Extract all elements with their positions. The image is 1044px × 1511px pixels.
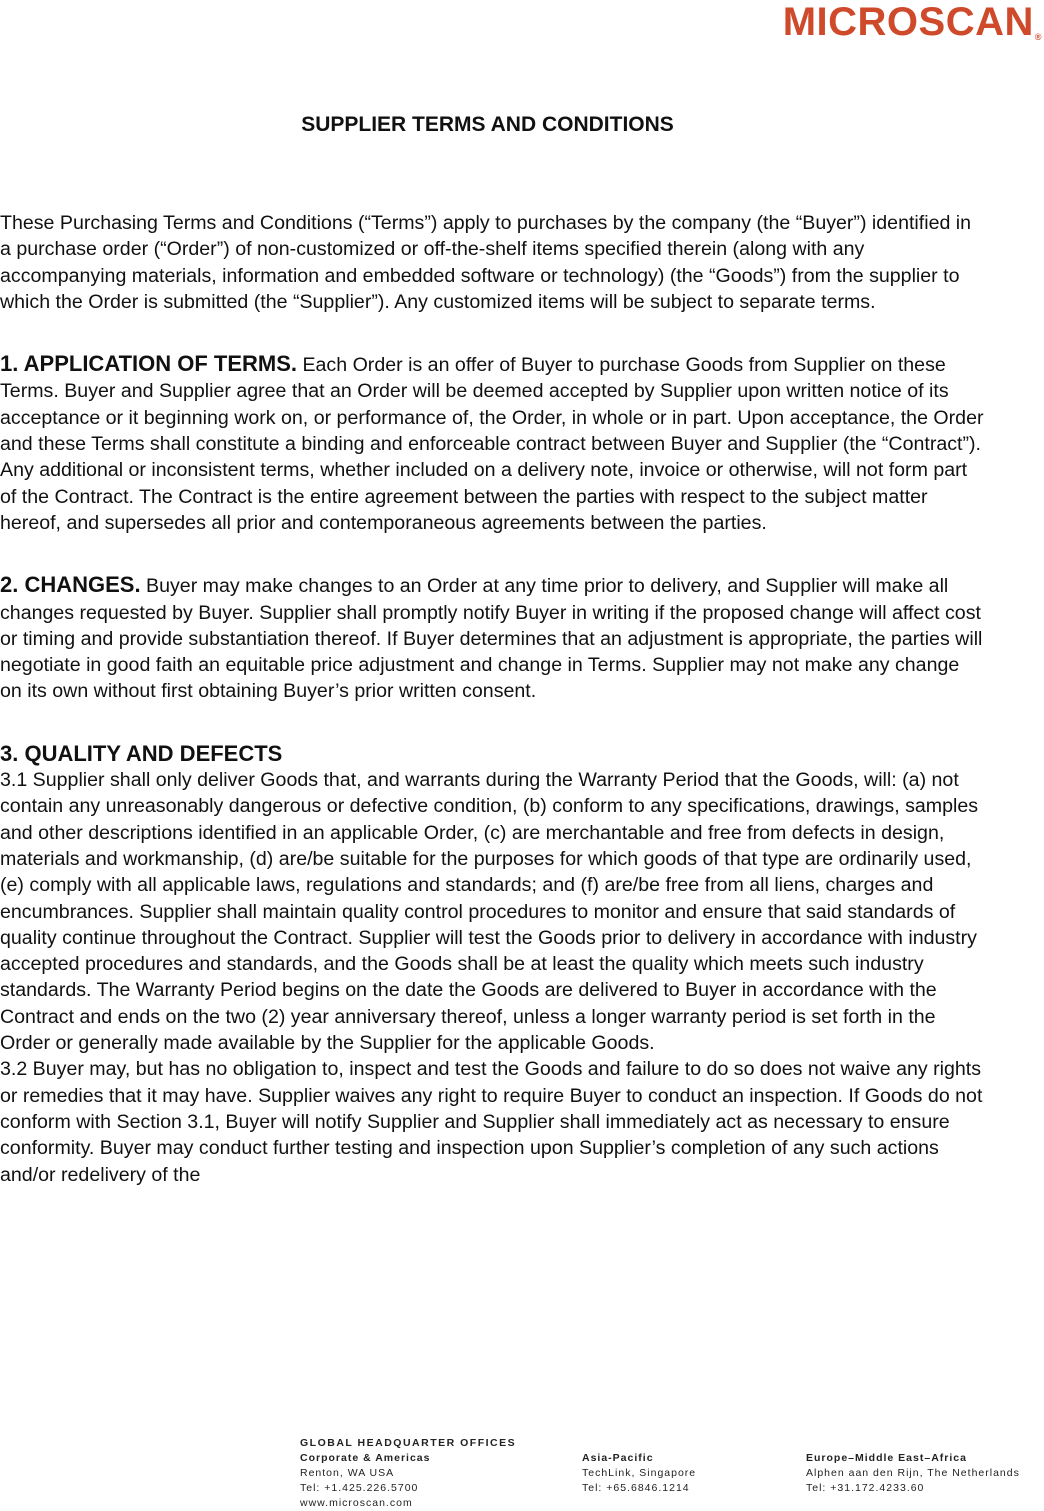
document-body	[0, 210, 985, 1188]
section-body: Each Order is an offer of Buyer to purchase Goods from Supplier on these Terms. Buyer and Supplier agree that an Order will be deemed accepted by Supplier upon written notice of its acceptance or it beginning work on, or performance of, the Order, in whole or in part. Upon acceptance, the Order and these Terms shall constitute a binding and enforceable contract between Buyer and Supplier (the “Contract”). Any additional or inconsistent terms, whether included on a delivery note, invoice or otherwise, will not form part of the Contract. The Contract is the entire agreement between the parties with respect to the subject matter hereof, and supersedes all prior and contemporaneous agreements between the parties.	[0, 354, 984, 534]
company-logo	[783, 2, 1042, 42]
clause-3-2: 3.2 Buyer may, but has no obligation to, inspect and test the Goods and failure to do so does not waive any rights or remedies that it may have. Supplier waives any right to require Buyer to conduct an inspection. If Goods do not conform with Section 3.1, Buyer will notify Supplier and Supplier shall immediately act as necessary to ensure conformity. Buyer may conduct further testing and inspection upon Supplier’s completion of any such actions and/or redelivery of the	[0, 1058, 983, 1186]
office-location: TechLink, Singapore	[582, 1467, 697, 1479]
page-title: SUPPLIER TERMS AND CONDITIONS	[301, 113, 674, 136]
section-heading: 3. QUALITY AND DEFECTS	[0, 740, 283, 766]
office-emea	[806, 1451, 1020, 1496]
section-quality-and-defects	[0, 741, 985, 1188]
website-link[interactable]: www.microscan.com	[300, 1497, 413, 1509]
section-body: Buyer may make changes to an Order at any time prior to delivery, and Supplier will make all changes requested by Buyer. Supplier shall promptly notify Buyer in writing if the proposed change will affect cost or timing and provide substantiation thereof. If Buyer determines that an adjustment is appropriate, the parties will negotiate in good faith an equitable price adjustment and change in Terms. Supplier may not make any change on its own without first obtaining Buyer’s prior written consent.	[0, 575, 983, 703]
office-location: Alphen aan den Rijn, The Netherlands	[806, 1467, 1020, 1479]
section-changes	[0, 572, 985, 704]
office-corporate-americas	[300, 1451, 430, 1511]
office-region: Corporate & Americas	[300, 1452, 431, 1464]
office-region: Asia-Pacific	[582, 1452, 654, 1464]
office-location: Renton, WA USA	[300, 1467, 395, 1479]
clause-3-1: 3.1 Supplier shall only deliver Goods that, and warrants during the Warranty Period that the Goods, will: (a) not contain any unreasonably dangerous or defective condition, (b) conform to any specifications, drawings, samples and other descriptions identified in an applicable Order, (c) are merchantable and free from defects in design, materials and workmanship, (d) are/be suitable for the purposes for which goods of that type are ordinarily used, (e) comply with all applicable laws, regulations and standards; and (f) are/be free from all liens, charges and encumbrances. Supplier shall maintain quality control procedures to monitor and ensure that said standards of quality continue throughout the Contract. Supplier will test the Goods prior to delivery in accordance with industry accepted procedures and standards, and the Goods shall be at least the quality which meets such industry standards. The Warranty Period begins on the date the Goods are delivered to Buyer in accordance with the Contract and ends on the two (2) year anniversary thereof, unless a longer warranty period is set forth in the Order or generally made available by the Supplier for the applicable Goods.	[0, 769, 979, 1055]
footer-heading: GLOBAL HEADQUARTER OFFICES	[300, 1437, 517, 1449]
office-phone: Tel: +1.425.226.5700	[300, 1482, 419, 1494]
section-heading: 2. CHANGES.	[0, 572, 141, 598]
office-region: Europe–Middle East–Africa	[806, 1452, 967, 1464]
logo-text: MICROSCAN	[782, 0, 1034, 44]
office-asia-pacific	[582, 1451, 696, 1496]
office-phone: Tel: +65.6846.1214	[582, 1482, 690, 1494]
section-heading: 1. APPLICATION OF TERMS.	[0, 351, 298, 377]
page-footer	[300, 1436, 1044, 1511]
office-phone: Tel: +31.172.4233.60	[806, 1482, 925, 1494]
intro-paragraph: These Purchasing Terms and Conditions (“Terms”) apply to purchases by the company (the “Buyer”) identified in a purchase order (“Order”) of non-customized or off-the-shelf items specified therein (along with any accompanying materials, information and embedded software or technology) (the “Goods”) from the supplier to which the Order is submitted (the “Supplier”). Any customized items will be subject to separate terms.	[0, 212, 972, 313]
registered-mark: ®	[1034, 32, 1042, 42]
section-application-of-terms	[0, 351, 985, 536]
